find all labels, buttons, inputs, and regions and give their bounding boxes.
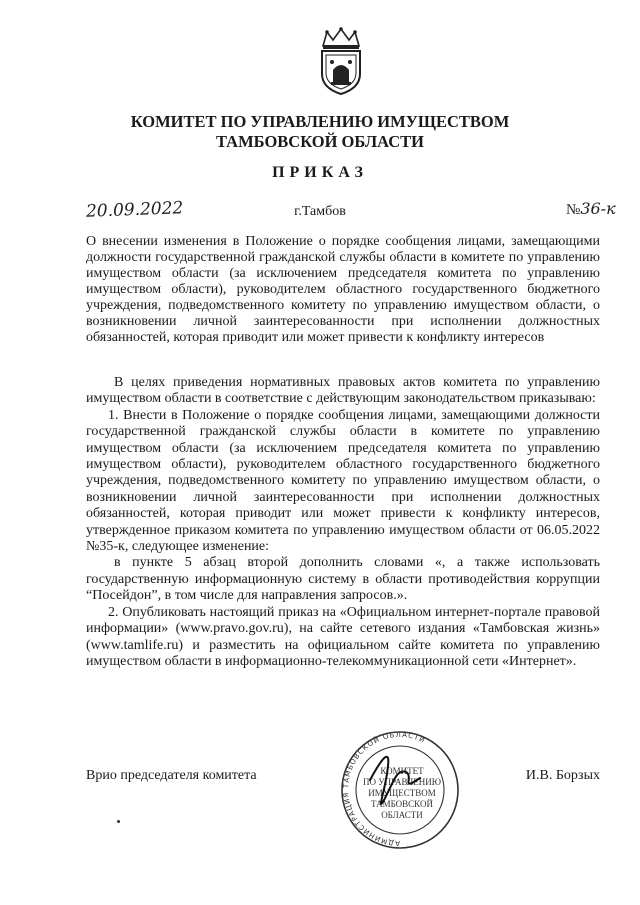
signatory-role: Врио председателя комитета (86, 768, 257, 783)
order-item-1-change: в пункте 5 абзац второй дополнить словами «, а также использовать государственную информационную систему в области противодействия коррупции “Посейдон”, в том числе для направления запросов.». (86, 555, 600, 604)
order-item-1: 1. Внести в Положение о порядке сообщения лицами, замещающими должности государственной гражданской службы области в комитете по управлению имуществом области (за исключением председателя комитета по управлению имуществом области), руководителем областного государственного бюджетного учреждения, подведомственного комитету по управлению имуществом области, о возникновении личной заинтересованности при исполнении должностных обязанностей, которая приводит или может привести к конфликту интересов, утвержденное приказом комитета по управлению имуществом области от 06.05.2022 №35-к, следующее изменение: (86, 407, 600, 555)
order-preamble: В целях приведения нормативных правовых актов комитета по управлению имуществом области в соответствие с действующим законодательством приказываю: (86, 375, 600, 407)
coat-of-arms-emblem (313, 26, 369, 96)
order-item-2: 2. Опубликовать настоящий приказ на «Официальном интернет-портале правовой информации» (www.pravo.gov.ru), на сайте сетевого издания «Тамбовская жизнь» (www.tamlife.ru) и разместить на официальном сайте комитета по управлению имуществом области в информационно-телекоммуникационной сети «Интернет». (86, 604, 600, 669)
handwritten-date: 20.09.2022 (85, 198, 184, 222)
official-stamp (330, 728, 470, 853)
scan-speck (117, 820, 120, 823)
order-number (566, 199, 616, 219)
stamp-line5: ОБЛАСТИ (381, 810, 423, 820)
order-subject: О внесении изменения в Положение о порядке сообщения лицами, замещающими должности государственной гражданской службы области в комитете по управлению имуществом области (за исключением председателя комитета по управлению имуществом области), руководителем областного государственного бюджетного учреждения, подведомственного комитету по управлению имуществом области, о возникновении личной заинтересованности при исполнении должностных обязанностей, которая приводит или может привести к конфликту интересов (86, 234, 600, 345)
stamp-line3: ИМУЩЕСТВОМ (368, 788, 436, 798)
document-type: ПРИКАЗ (272, 164, 368, 181)
organization-name-line2: ТАМБОВСКОЙ ОБЛАСТИ (215, 132, 425, 151)
organization-name-line1: КОМИТЕТ ПО УПРАВЛЕНИЮ ИМУЩЕСТВОМ (130, 112, 510, 131)
number-sign: № (566, 202, 581, 218)
stamp-line2: ПО УПРАВЛЕНИЮ (363, 777, 441, 787)
organization-name (0, 112, 640, 152)
stamp-ring-text: АДМИНИСТРАЦИЯ ТАМБОВСКОЙ ОБЛАСТИ (342, 730, 427, 848)
city: г.Тамбов (294, 204, 346, 219)
stamp-line1: КОМИТЕТ (380, 766, 424, 776)
signatory-name: И.В. Борзых (525, 768, 600, 783)
stamp-line4: ТАМБОВСКОЙ (371, 799, 433, 809)
order-body (86, 375, 600, 670)
order-number-value: 36-к (580, 199, 616, 218)
